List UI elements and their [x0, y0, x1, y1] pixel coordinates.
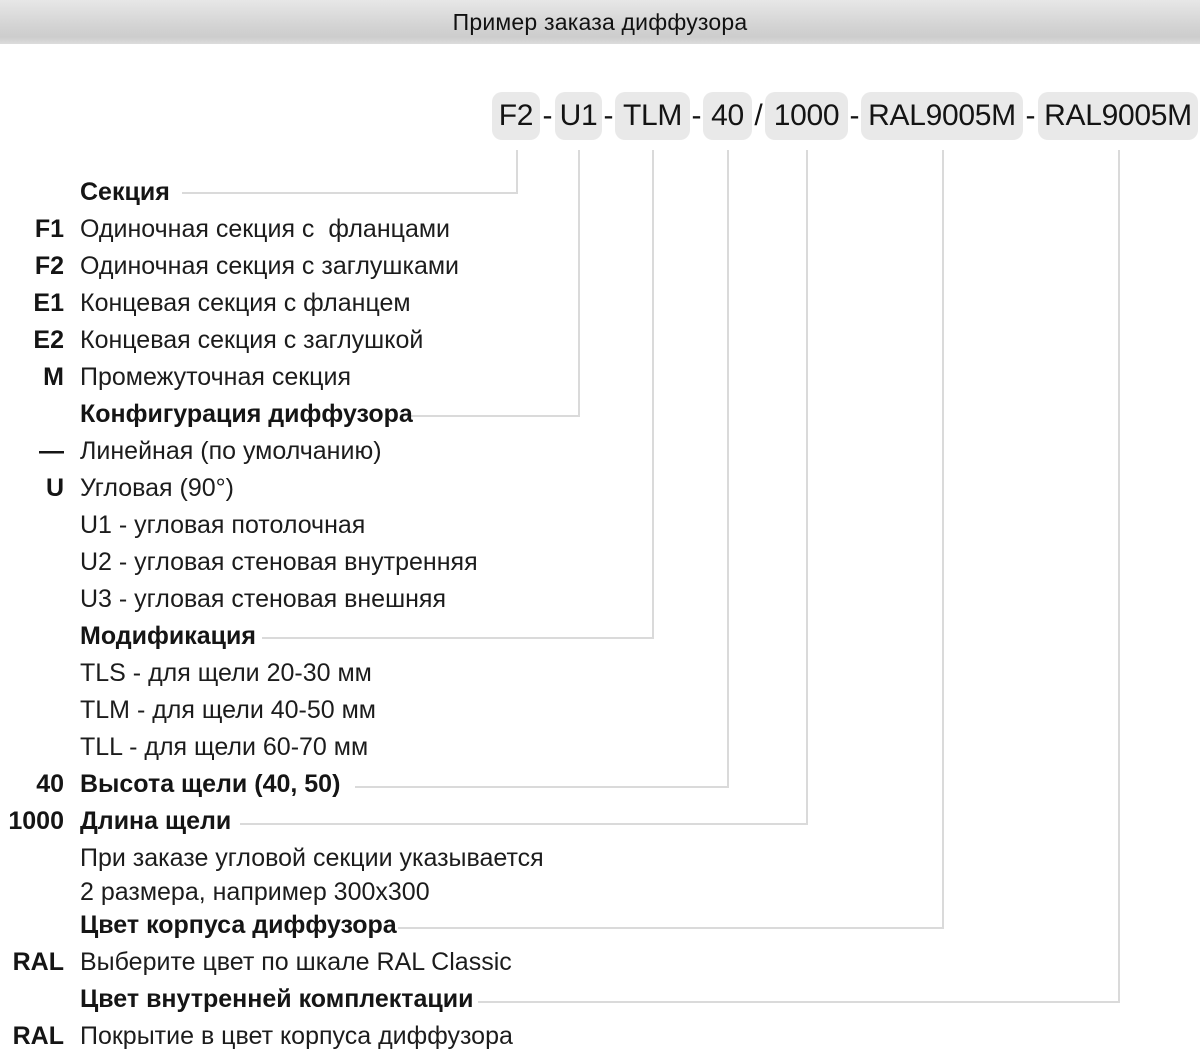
row-code: E2 [33, 326, 64, 354]
row-text: Выберите цвет по шкале RAL Classic [80, 948, 512, 976]
legend-row [0, 655, 660, 692]
row-code: M [43, 363, 64, 391]
legend-row [0, 877, 660, 907]
note-line-1: При заказе угловой секции указывается [80, 844, 544, 872]
legend-row [0, 618, 660, 655]
legend-row [0, 322, 660, 359]
legend-row [0, 840, 660, 877]
legend-row [0, 359, 660, 396]
row-text: Покрытие в цвет корпуса диффузора [80, 1022, 513, 1050]
legend-row [0, 211, 660, 248]
row-code: E1 [33, 289, 64, 317]
code-segment-configuration: U1 [555, 92, 602, 140]
code-segment-slot-height: 40 [703, 92, 752, 140]
modification-header: Модификация [80, 622, 256, 650]
row-text: Концевая секция с фланцем [80, 289, 411, 317]
row-text: Одиночная секция с фланцами [80, 215, 451, 243]
row-text: Промежуточная секция [80, 363, 351, 391]
legend-row [0, 248, 660, 285]
legend-row [0, 981, 660, 1018]
row-text: U1 - угловая потолочная [80, 511, 366, 539]
body-color-header: Цвет корпуса диффузора [80, 911, 397, 939]
page-title: Пример заказа диффузора [452, 8, 748, 35]
code-segment-modification: TLM [615, 92, 690, 140]
legend-row [0, 692, 660, 729]
legend-row [0, 433, 660, 470]
slot-length-header: Длина щели [80, 807, 232, 835]
row-code: RAL [12, 948, 64, 976]
legend-row [0, 470, 660, 507]
row-text: U3 - угловая стеновая внешняя [80, 585, 447, 613]
slot-height-header: Высота щели (40, 50) [80, 770, 341, 798]
row-text: TLS - для щели 20-30 мм [80, 659, 372, 687]
legend-row [0, 581, 660, 618]
order-code [492, 92, 1198, 140]
code-separator: - [691, 99, 702, 132]
legend-row [0, 729, 660, 766]
row-code: 1000 [8, 807, 64, 835]
row-code: RAL [12, 1022, 64, 1050]
row-text: TLM - для щели 40-50 мм [80, 696, 376, 724]
row-code: — [39, 437, 64, 465]
code-separator: - [1025, 99, 1036, 132]
legend-row [0, 174, 660, 211]
legend-row [0, 803, 660, 840]
row-text: Концевая секция с заглушкой [80, 326, 424, 354]
row-text: Угловая (90°) [80, 474, 234, 502]
code-segment-inner-color: RAL9005M [1038, 92, 1198, 140]
row-text: Одиночная секция с заглушками [80, 252, 460, 280]
row-code: F1 [34, 215, 64, 243]
legend-row [0, 507, 660, 544]
row-code: F2 [34, 252, 64, 280]
code-segment-section: F2 [492, 92, 540, 140]
code-separator: - [542, 99, 553, 132]
legend [0, 174, 660, 1055]
legend-row [0, 944, 660, 981]
section-header: Секция [80, 178, 170, 206]
code-separator-slash: / [754, 99, 763, 132]
legend-row [0, 396, 660, 433]
row-code: U [45, 474, 64, 502]
note-line-2: 2 размера, например 300x300 [80, 877, 430, 906]
row-text: Линейная (по умолчанию) [80, 437, 382, 465]
row-text: U2 - угловая стеновая внутренняя [80, 548, 478, 576]
legend-row [0, 766, 660, 803]
row-text: TLL - для щели 60-70 мм [80, 733, 369, 761]
legend-row [0, 285, 660, 322]
row-code: 40 [36, 770, 64, 798]
code-separator: - [603, 99, 614, 132]
inner-color-header: Цвет внутренней комплектации [80, 985, 474, 1013]
title-bar [0, 0, 1200, 44]
code-segment-body-color: RAL9005M [861, 92, 1023, 140]
code-segment-slot-length: 1000 [765, 92, 848, 140]
code-separator: - [849, 99, 860, 132]
configuration-header: Конфигурация диффузора [80, 400, 413, 428]
legend-row [0, 907, 660, 944]
legend-row [0, 1018, 660, 1055]
legend-row [0, 544, 660, 581]
